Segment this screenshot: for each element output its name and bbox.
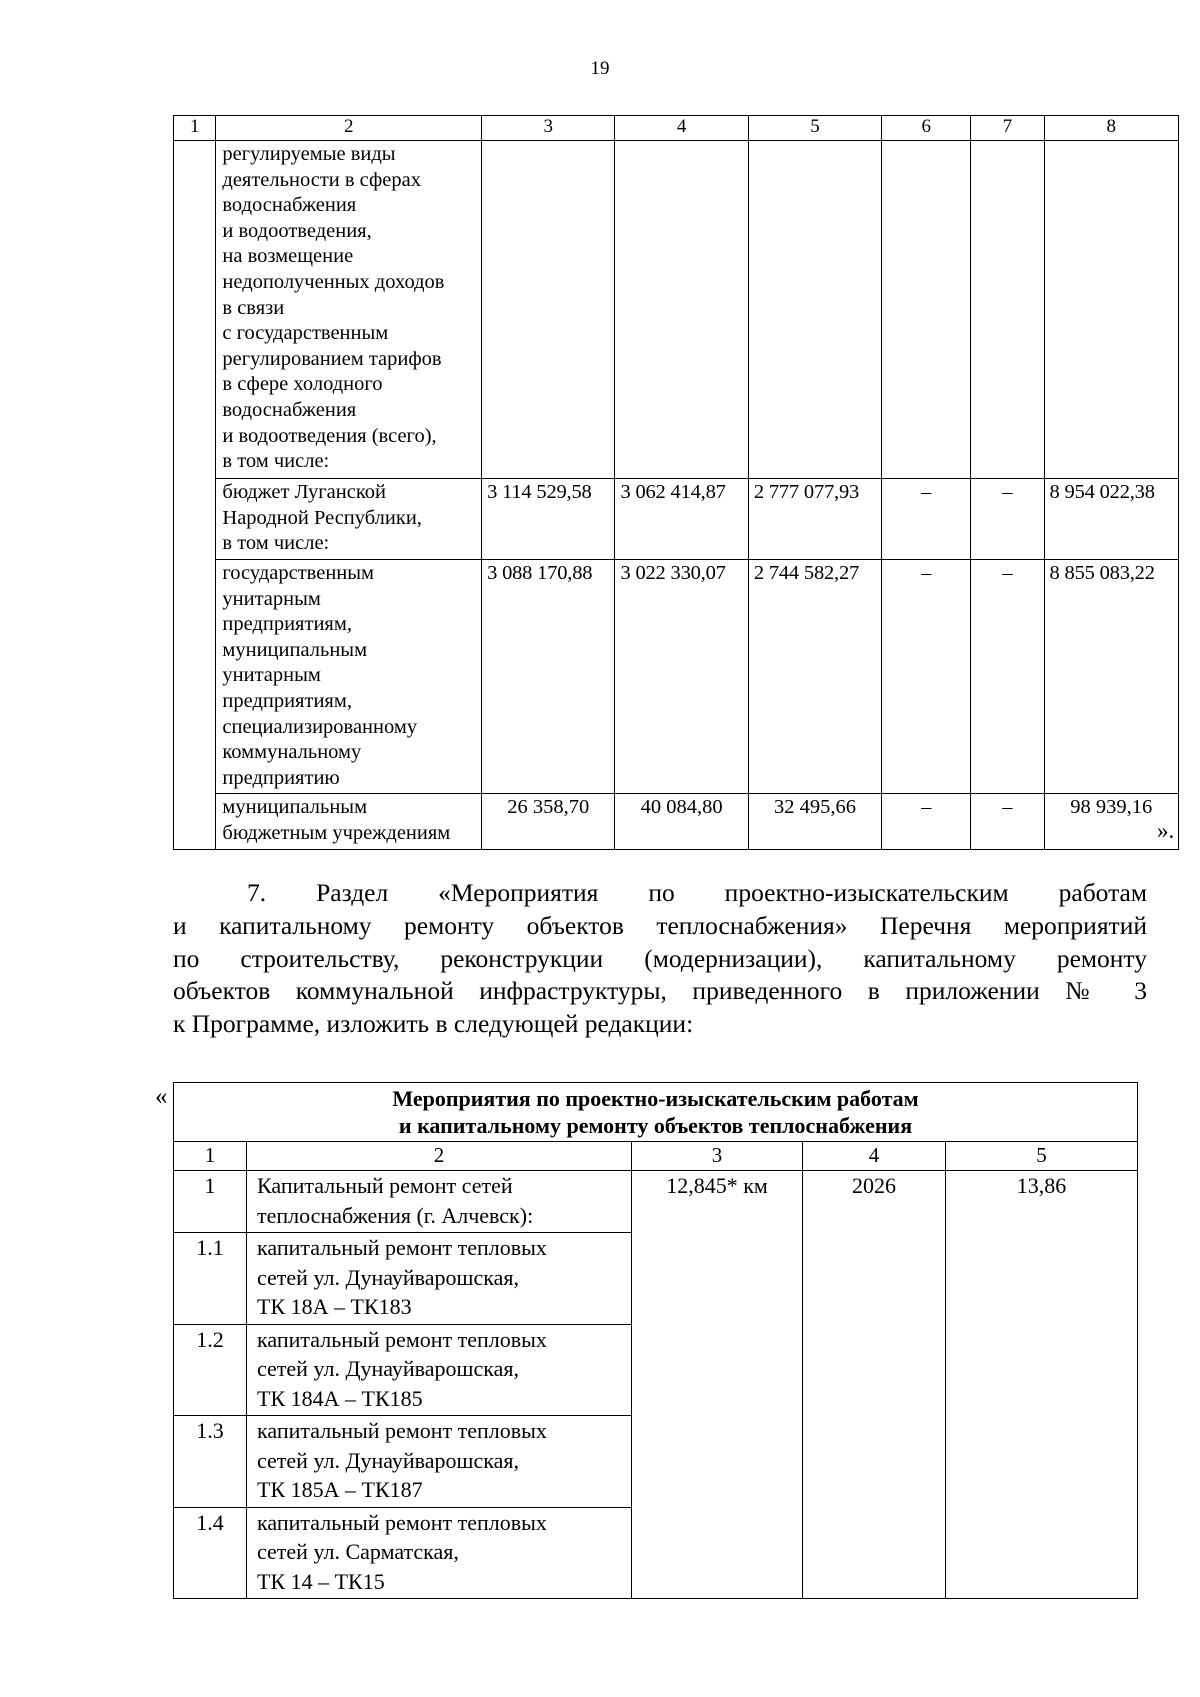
label-line: и водоотведения, <box>222 219 372 242</box>
label-line: специализированному <box>222 715 418 738</box>
label-line: регулированием тарифов <box>222 347 442 370</box>
paragraph-line: объектов коммунальной инфраструктуры, приведенного в приложении № 3 <box>173 976 1147 1006</box>
label-line: в том числе: <box>222 450 330 473</box>
label-line: в связи <box>222 296 285 319</box>
column-number: 5 <box>748 116 881 141</box>
label-line: регулируемые виды <box>222 143 396 165</box>
label-line: Капитальный ремонт сетей <box>257 1173 513 1198</box>
column-number: 1 <box>174 116 216 141</box>
row-number: 1.3 <box>174 1416 247 1508</box>
value-cell: 3 114 529,58 <box>482 479 615 560</box>
label-line: капитальный ремонт тепловых <box>257 1418 547 1443</box>
label-line: ТК 14 – ТК15 <box>257 1568 385 1594</box>
column-number: 3 <box>632 1142 803 1171</box>
row-number: 1.4 <box>174 1507 247 1599</box>
value-cell: 2 777 077,93 <box>748 479 881 560</box>
value-cell: 32 495,66 <box>748 794 881 850</box>
row-number: 1.1 <box>174 1233 247 1325</box>
label-line: капитальный ремонт тепловых <box>257 1326 547 1352</box>
column-number: 6 <box>882 116 971 141</box>
label-line: деятельности в сферах <box>222 168 422 191</box>
row-label <box>247 1507 632 1599</box>
year-cell: 2026 <box>803 1171 946 1599</box>
label-line: капитальный ремонт тепловых <box>257 1235 547 1260</box>
label-line: водоснабжения <box>222 398 357 421</box>
value-cell <box>615 141 748 479</box>
table-row <box>174 479 1179 560</box>
value-cell: – <box>882 560 971 794</box>
label-line: ТК 184А – ТК185 <box>257 1385 423 1411</box>
paragraph-line: и капитальному ремонту объектов теплоснабжения» Перечня мероприятий <box>173 910 1147 940</box>
label-line: на возмещение <box>222 245 354 268</box>
label-line: предприятиям, <box>222 689 352 712</box>
column-number: 4 <box>615 116 748 141</box>
label-line: коммунальному <box>222 741 362 764</box>
label-line: Народной Республики, <box>222 506 422 529</box>
row-label <box>216 479 482 560</box>
amendment-paragraph <box>173 877 1147 1041</box>
column-number: 2 <box>216 116 482 141</box>
row-label <box>247 1233 632 1325</box>
column-number: 4 <box>803 1142 946 1171</box>
value-cell: – <box>882 479 971 560</box>
value-cell: – <box>971 479 1044 560</box>
label-line: сетей ул. Дунауйварошская, <box>257 1356 519 1381</box>
row-label <box>247 1171 632 1233</box>
value-cell: – <box>971 794 1044 850</box>
column-number: 8 <box>1044 116 1178 141</box>
label-line: предприятиям, <box>222 613 352 636</box>
paragraph-line: 7. Раздел «Мероприятия по проектно-изыскательским работам <box>247 878 1147 907</box>
label-line: муниципальным <box>222 796 368 819</box>
label-line: в сфере холодного <box>222 373 383 396</box>
label-line: сетей ул. Дунауйварошская, <box>257 1447 519 1473</box>
value-cell: 3 022 330,07 <box>615 560 748 794</box>
table-row <box>174 141 1179 479</box>
column-number: 5 <box>946 1142 1138 1171</box>
label-line: и водоотведения (всего), <box>222 424 437 447</box>
row-label <box>247 1324 632 1416</box>
value-cell: 3 088 170,88 <box>482 560 615 794</box>
page-number: 19 <box>590 58 610 79</box>
value-cell <box>482 141 615 479</box>
value-cell <box>1044 141 1178 479</box>
value-cell: 8 954 022,38 <box>1044 479 1178 560</box>
label-line: недополученных доходов <box>222 270 445 293</box>
label-line: сетей ул. Дунауйварошская, <box>257 1264 519 1290</box>
label-line: государственным <box>222 562 375 584</box>
value-cell: – <box>971 560 1044 794</box>
opening-quote: « <box>155 1083 168 1110</box>
label-line: с государственным <box>222 322 389 345</box>
label-line: бюджетным учреждениям <box>222 821 451 844</box>
value-cell: 8 855 083,22 <box>1044 560 1178 794</box>
closing-quote: ». <box>1157 818 1175 843</box>
row-label <box>216 560 482 794</box>
row-number: 1 <box>174 1171 247 1233</box>
table-title <box>174 1083 1138 1142</box>
length-cell: 12,845* км <box>632 1171 803 1599</box>
row-label <box>247 1416 632 1508</box>
title-line: и капитальному ремонту объектов теплоснабжения <box>398 1113 913 1138</box>
paragraph-line: к Программе, изложить в следующей редакции: <box>173 1009 694 1039</box>
table-row <box>174 794 1179 850</box>
row-label <box>216 141 482 479</box>
label-line: водоснабжения <box>222 194 357 217</box>
merged-cell <box>174 141 216 850</box>
value-cell: 98 939,16 <box>1044 794 1178 850</box>
label-line: в том числе: <box>222 532 330 555</box>
label-line: теплоснабжения (г. Алчевск): <box>257 1202 534 1228</box>
value-cell <box>748 141 881 479</box>
value-cell: 40 084,80 <box>615 794 748 850</box>
column-number: 2 <box>247 1142 632 1171</box>
label-line: капитальный ремонт тепловых <box>257 1509 547 1535</box>
label-line: унитарным <box>222 664 321 687</box>
value-cell: 2 744 582,27 <box>748 560 881 794</box>
column-number: 3 <box>482 116 615 141</box>
table-row <box>174 1171 1138 1233</box>
row-label <box>216 794 482 850</box>
funding-table <box>173 115 1179 850</box>
value-cell: 26 358,70 <box>482 794 615 850</box>
heat-supply-table <box>173 1082 1138 1599</box>
table-row <box>174 560 1179 794</box>
label-line: муниципальным <box>222 638 368 661</box>
title-line: Мероприятия по проектно-изыскательским работам <box>392 1086 919 1111</box>
value-cell: 3 062 414,87 <box>615 479 748 560</box>
label-line: бюджет Луганской <box>222 481 386 503</box>
value-cell <box>971 141 1044 479</box>
label-line: ТК 185А – ТК187 <box>257 1477 423 1502</box>
value-cell: – <box>882 794 971 850</box>
value-cell <box>882 141 971 479</box>
column-number: 7 <box>971 116 1044 141</box>
table-header-row <box>174 116 1179 141</box>
cost-cell: 13,86 <box>946 1171 1138 1599</box>
column-number: 1 <box>174 1142 247 1171</box>
label-line: унитарным <box>222 587 321 610</box>
table-title-row <box>174 1083 1138 1142</box>
label-line: сетей ул. Сарматская, <box>257 1539 459 1564</box>
label-line: предприятию <box>222 766 340 789</box>
paragraph-line: по строительству, реконструкции (модернизации), капитальному ремонту <box>173 943 1147 973</box>
row-number: 1.2 <box>174 1324 247 1416</box>
label-line: ТК 18А – ТК183 <box>257 1294 412 1319</box>
table-header-row <box>174 1142 1138 1171</box>
